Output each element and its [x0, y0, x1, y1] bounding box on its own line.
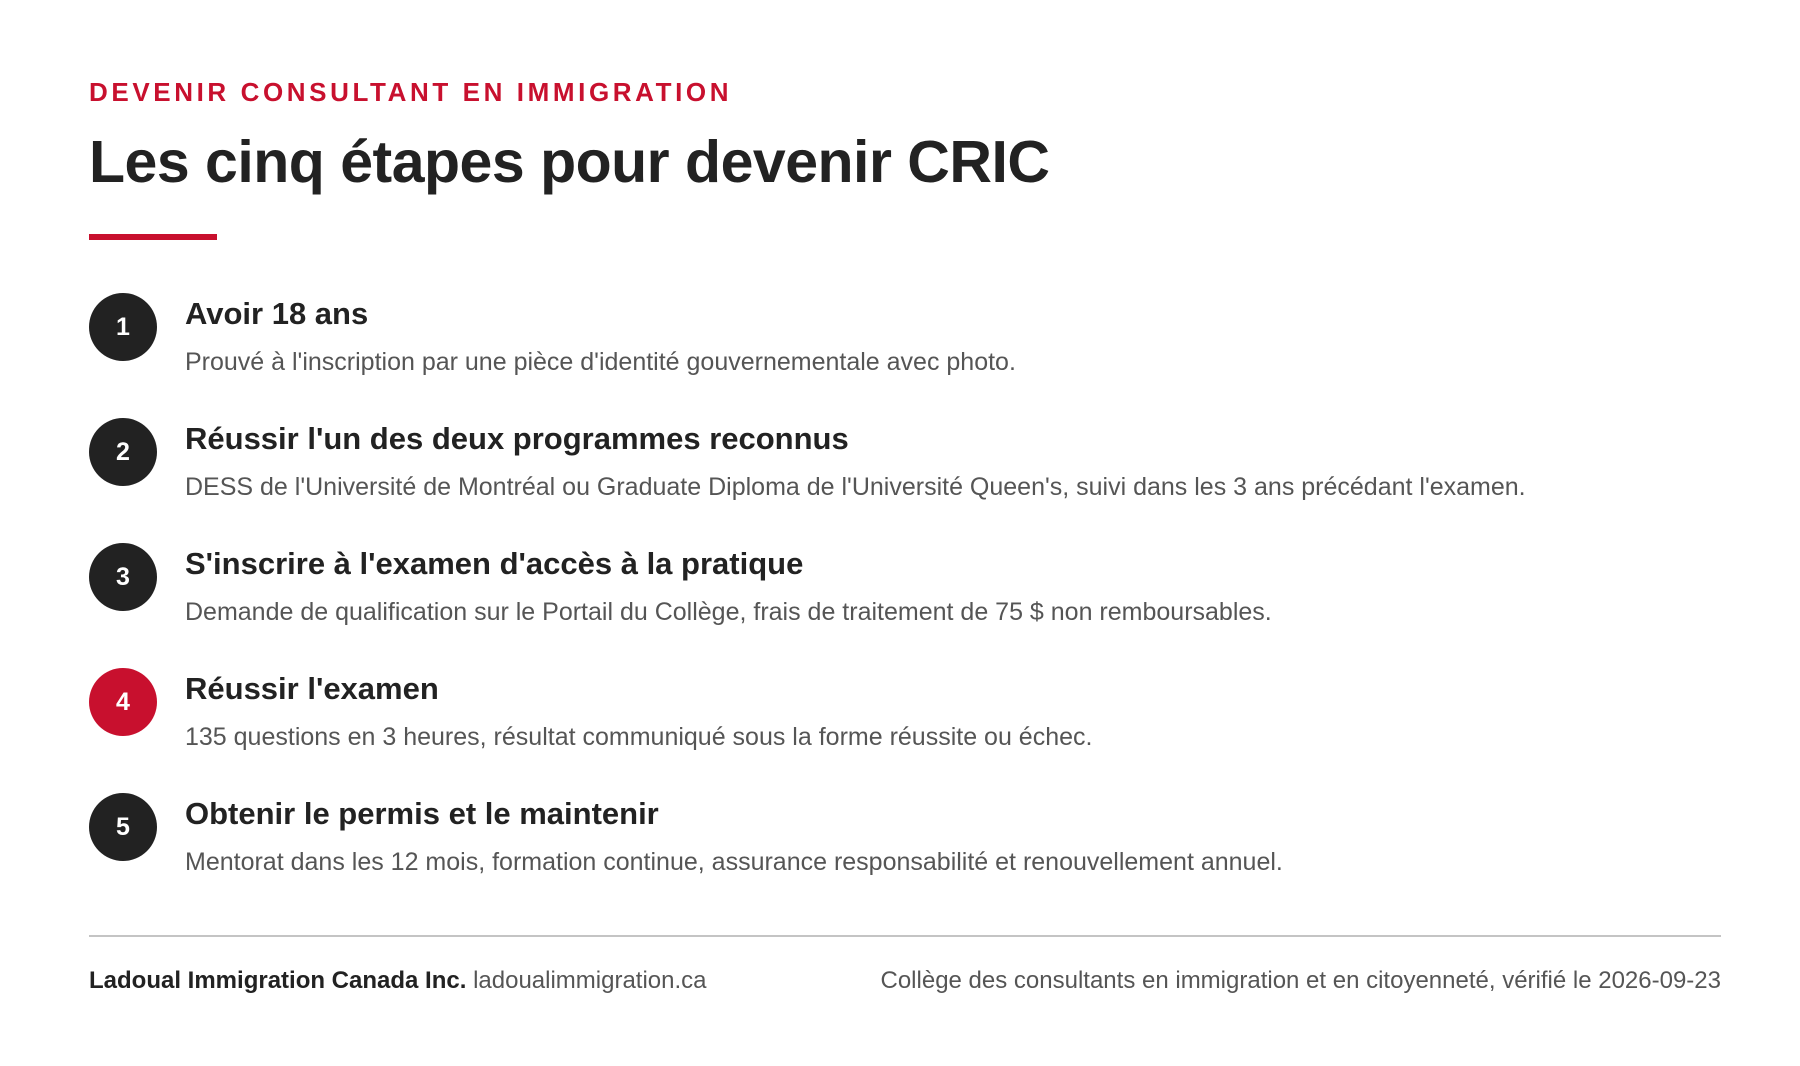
company-name: Ladoual Immigration Canada Inc. — [89, 967, 467, 994]
step-number-badge: 3 — [89, 543, 157, 611]
title-accent-rule — [89, 234, 217, 240]
step-title: S'inscrire à l'examen d'accès à la pratique — [185, 546, 804, 581]
step-item-5 — [89, 790, 1729, 915]
step-description: Prouvé à l'inscription par une pièce d'identité gouvernementale avec photo. — [185, 348, 1016, 376]
step-title: Avoir 18 ans — [185, 296, 369, 331]
step-item-2 — [89, 415, 1729, 540]
step-number-badge: 5 — [89, 793, 157, 861]
step-number-badge: 2 — [89, 418, 157, 486]
page-title: Les cinq étapes pour devenir CRIC — [89, 129, 1050, 195]
step-title: Réussir l'un des deux programmes reconnus — [185, 421, 849, 456]
step-number-badge: 1 — [89, 293, 157, 361]
footer — [89, 967, 1721, 995]
step-item-3 — [89, 540, 1729, 665]
steps-list — [89, 290, 1729, 915]
website-link[interactable]: ladoualimmigration.ca — [473, 967, 707, 994]
footer-left — [89, 967, 707, 995]
step-title: Réussir l'examen — [185, 671, 439, 706]
step-description: Demande de qualification sur le Portail du Collège, frais de traitement de 75 $ non remboursables. — [185, 598, 1272, 626]
footer-divider — [89, 935, 1721, 937]
step-description: DESS de l'Université de Montréal ou Graduate Diploma de l'Université Queen's, suivi dans les 3 ans précédant l'examen. — [185, 473, 1526, 501]
step-description: Mentorat dans les 12 mois, formation continue, assurance responsabilité et renouvellement annuel. — [185, 848, 1283, 876]
step-title: Obtenir le permis et le maintenir — [185, 796, 659, 831]
step-item-1 — [89, 290, 1729, 415]
step-item-4 — [89, 665, 1729, 790]
eyebrow-label: DEVENIR CONSULTANT EN IMMIGRATION — [89, 77, 733, 107]
step-number-badge-highlighted: 4 — [89, 668, 157, 736]
step-description: 135 questions en 3 heures, résultat communiqué sous la forme réussite ou échec. — [185, 723, 1093, 751]
source-note: Collège des consultants en immigration et en citoyenneté, vérifié le 2026-09-23 — [880, 967, 1721, 994]
